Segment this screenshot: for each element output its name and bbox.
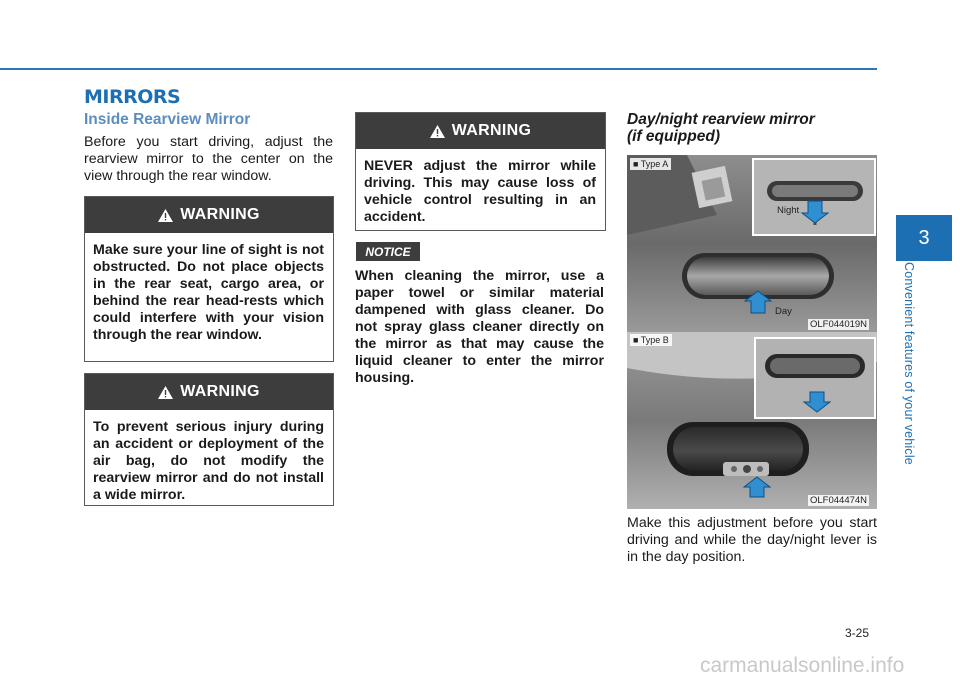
chapter-tab: 3	[896, 215, 952, 261]
warning-box-2	[84, 373, 334, 506]
warning-triangle-icon	[158, 209, 173, 222]
sub-heading: Inside Rearview Mirror	[84, 111, 251, 128]
day-night-title	[627, 111, 815, 145]
warning-triangle-icon	[430, 125, 445, 138]
day-label: Day	[775, 306, 792, 317]
figure-code-b: OLF044474N	[810, 495, 868, 506]
warning-box-1	[84, 196, 334, 362]
warning-label: WARNING	[451, 122, 532, 139]
warning-text: NEVER adjust the mirror while driving. This may cause loss of vehicle control resulting in an accident.	[364, 158, 596, 225]
warning-triangle-icon	[158, 386, 173, 399]
mirror-photo-type-a	[627, 155, 877, 333]
day-night-title-line1: Day/night rearview mirror	[627, 111, 815, 128]
day-night-title-line2: (if equipped)	[627, 128, 720, 145]
mirror-photo-type-b	[627, 332, 877, 509]
warning-header	[85, 374, 333, 410]
warning-header	[356, 113, 605, 149]
top-rule	[0, 68, 877, 70]
figure-code-a: OLF044019N	[810, 319, 868, 330]
mirror-illustration-b	[627, 332, 877, 509]
notice-badge: NOTICE	[356, 242, 420, 261]
warning-label: WARNING	[180, 383, 260, 400]
warning-text: To prevent serious injury during an accident or deployment of the air bag, do not modify the rearview mirror and do not install a wide mirror.	[93, 419, 324, 503]
chapter-title: Convenient features of your vehicle	[902, 262, 916, 465]
type-a-label: ■ Type A	[630, 158, 671, 170]
night-label: Night	[777, 205, 800, 216]
mirror-illustration-a	[627, 155, 877, 333]
type-b-label: ■ Type B	[630, 334, 672, 346]
watermark: carmanualsonline.info	[700, 654, 905, 677]
section-title: MIRRORS	[84, 86, 181, 108]
intro-paragraph: Before you start driving, adjust the rearview mirror to the center on the view through the rear window.	[84, 134, 333, 184]
page-number: 3-25	[845, 626, 870, 640]
warning-text: Make sure your line of sight is not obstructed. Do not place objects in the rear seat, cargo area, or behind the rear head-rests which could interfere with your vision through the rear window.	[93, 242, 324, 343]
warning-header	[85, 197, 333, 233]
warning-label: WARNING	[180, 206, 260, 223]
warning-box-3	[355, 112, 606, 231]
day-night-caption: Make this adjustment before you start driving and while the day/night lever is in the day position.	[627, 515, 877, 565]
notice-text: When cleaning the mirror, use a paper towel or similar material dampened with glass cleaner. Do not spray glass cleaner directly on the mirror as that may cause the liquid cleaner to enter the mirror housing.	[355, 268, 604, 386]
